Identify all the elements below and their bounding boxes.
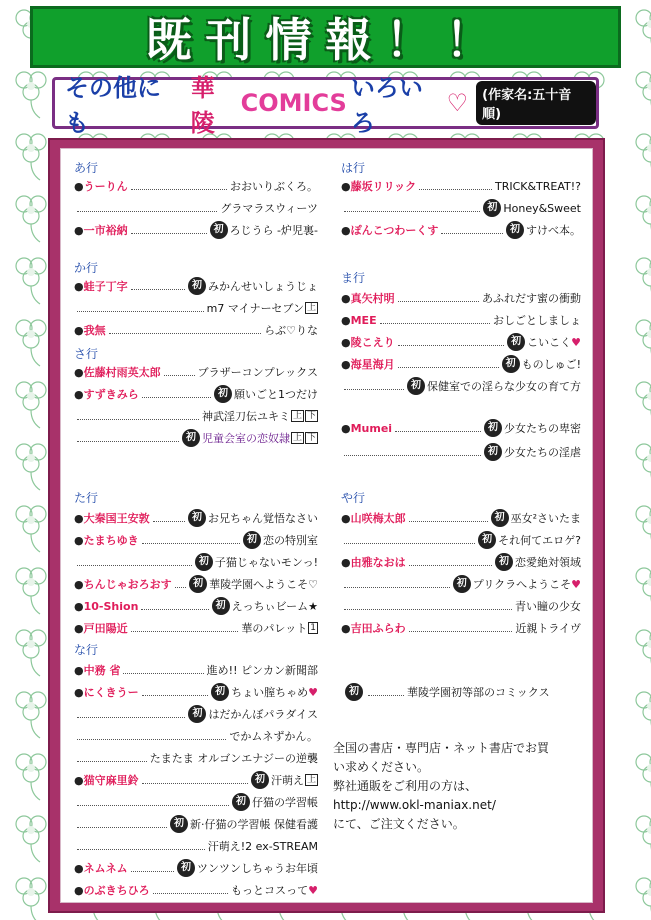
- header-banner: [30, 6, 621, 68]
- page-title: 既刊情報！！: [145, 13, 506, 67]
- list-item: ● MEE おしごとしましょ: [341, 313, 581, 327]
- list-item: [341, 377, 581, 395]
- list-item: ● 我無 らぶ♡りな: [74, 323, 318, 337]
- subtitle-part-1: その他にも: [65, 74, 161, 137]
- author-name: すずきみら: [83, 388, 139, 401]
- note-line: 全国の書店・専門店・ネット書店でお買: [333, 741, 550, 755]
- author-name: たまちゆき: [83, 534, 139, 547]
- list-item: ● ぽんこつわーくす 初 すけべ本。: [341, 221, 581, 239]
- list-item: [74, 793, 318, 811]
- list-item: ● 藤坂リリック TRICK&TREAT!?: [341, 179, 581, 193]
- section-heading-ka: か行: [74, 261, 99, 275]
- heart-icon: ♥: [571, 335, 581, 349]
- list-item: [341, 199, 581, 217]
- section-heading-ma: ま行: [341, 271, 366, 285]
- debut-mark-icon: 初: [491, 509, 509, 527]
- section-heading-a: あ行: [74, 161, 99, 175]
- author-name: ネムネム: [83, 862, 128, 875]
- legend-text: 華陵学園初等部のコミックス: [407, 686, 550, 699]
- book-title: でかムネずかん。: [229, 730, 318, 743]
- list-item: [74, 299, 318, 317]
- author-name: 真矢村明: [350, 292, 395, 305]
- section-heading-na: な行: [74, 643, 99, 657]
- list-item: [74, 705, 318, 723]
- note-line: 弊社通販をご利用の方は、: [333, 779, 478, 793]
- book-title: 少女たちの卑密: [504, 422, 581, 435]
- volume-badge: 上: [292, 411, 302, 421]
- author-name: 我無: [83, 324, 106, 337]
- author-name: 由雅なおは: [350, 556, 406, 569]
- list-item: [341, 575, 581, 593]
- debut-mark-icon: 初: [251, 771, 269, 789]
- list-item: ● 海星海月 初 ものしゅご!: [341, 355, 581, 373]
- debut-mark-icon: 初: [195, 553, 213, 571]
- heart-icon: ♥: [308, 685, 318, 699]
- debut-mark-icon: 初: [188, 705, 206, 723]
- debut-mark-icon: 初: [188, 509, 206, 527]
- list-item: ● うーりん おおいりぶくろ。: [74, 179, 318, 193]
- purchase-note: [333, 739, 583, 834]
- book-title: みかんせいしょうじょ: [208, 280, 318, 293]
- list-item: [341, 597, 581, 615]
- list-item: [74, 553, 318, 571]
- book-title: m7 マイナーセブン: [206, 302, 304, 315]
- author-name: 吉田ふらわ: [350, 622, 406, 635]
- author-name: にくきうー: [83, 686, 139, 699]
- book-title: グラマラスウィーツ: [220, 202, 318, 215]
- book-title: それ何てエロゲ?: [498, 534, 581, 547]
- section-heading-ya: や行: [341, 491, 366, 505]
- book-title: ブラザーコンプレックス: [197, 366, 318, 379]
- author-name: 中務 省: [83, 664, 121, 677]
- author-name: 山咲梅太郎: [350, 512, 406, 525]
- author-name: Mumei: [350, 421, 393, 435]
- section-heading-sa: さ行: [74, 347, 99, 361]
- book-title: ちょい膣ちゃめ: [231, 686, 309, 699]
- list-item: ● 真矢村明 あふれだす蜜の衝動: [341, 291, 581, 305]
- debut-mark-icon: 初: [507, 333, 525, 351]
- debut-mark-icon: 初: [182, 429, 200, 447]
- volume-badge: 下: [306, 411, 316, 421]
- subtitle-part-2: 華陵: [190, 74, 215, 137]
- book-title: 華のパレット: [241, 622, 308, 635]
- author-name: 佐藤村雨英太郎: [83, 366, 161, 379]
- author-name: ぽんこつわーくす: [350, 224, 439, 237]
- book-title: 子猫じゃないモンっ!: [214, 556, 318, 569]
- book-title: 近親トライヴ: [515, 622, 581, 635]
- list-item: ● 大秦国王安敦 初 お兄ちゃん覚悟なさい: [74, 509, 318, 527]
- mark-legend: [345, 683, 585, 701]
- catalog-frame: [48, 138, 605, 913]
- heart-icon: ♥: [571, 577, 581, 591]
- book-title: えっちぃビーム★: [231, 600, 318, 613]
- list-item: ● のぶきちひろ もっとコスって ♥: [74, 883, 318, 897]
- book-title: こいこく: [527, 336, 572, 349]
- book-title: 保健室での淫らな少女の育て方: [427, 380, 581, 393]
- book-title: 汗萌え!2 ex-STREAM: [207, 840, 318, 853]
- author-name: ちんじゃおろおす: [83, 578, 172, 591]
- list-item: ● 山咲梅太郎 初 巫女²さいたま: [341, 509, 581, 527]
- book-title: あふれだす蜜の衝動: [482, 292, 581, 305]
- book-title: おしごとしましょ: [493, 314, 581, 327]
- list-item: ● 由雅なおは 初 恋愛絶対領域: [341, 553, 581, 571]
- book-title: TRICK&TREAT!?: [494, 179, 581, 193]
- book-title: すけべ本。: [526, 224, 581, 237]
- book-title: もっとコスって: [231, 884, 309, 897]
- section-heading-ta: た行: [74, 491, 99, 505]
- book-title: 青い瞳の少女: [515, 600, 581, 613]
- author-name: 海星海月: [350, 358, 395, 371]
- book-title: ツンツンしちゃうお年頃: [197, 862, 318, 875]
- book-title: お兄ちゃん覚悟なさい: [208, 512, 318, 525]
- catalog-panel: [60, 148, 593, 903]
- list-item: ● Mumei 初 少女たちの卑密: [341, 419, 581, 437]
- list-item: ● 陵こえり 初 こいこく ♥: [341, 333, 581, 351]
- debut-mark-icon: 初: [189, 575, 207, 593]
- book-title: Honey&Sweet: [503, 201, 581, 215]
- book-title: 神武淫刀伝ユキミ: [201, 410, 290, 423]
- subtitle-sort-note: (作家名:五十音順): [476, 81, 596, 125]
- debut-mark-icon: 初: [495, 553, 513, 571]
- volume-badge: 下: [306, 433, 316, 443]
- list-item: [341, 531, 581, 549]
- subtitle-box: [52, 74, 599, 137]
- book-title: 汗萌え: [270, 774, 304, 787]
- shop-url-link[interactable]: http://www.okl-maniax.net/: [333, 798, 496, 812]
- book-title: ものしゅご!: [521, 358, 581, 371]
- book-title: 恋愛絶対領域: [515, 556, 581, 569]
- debut-mark-icon: 初: [188, 277, 206, 295]
- book-title: 進め!! ピンカン新聞部: [206, 664, 318, 677]
- book-title: 巫女²さいたま: [510, 512, 581, 525]
- debut-mark-icon: 初: [177, 859, 195, 877]
- volume-badge: 上: [306, 775, 316, 785]
- volume-badge: 上: [292, 433, 302, 443]
- debut-mark-icon: 初: [453, 575, 471, 593]
- debut-mark-icon: 初: [214, 385, 232, 403]
- debut-mark-icon: 初: [170, 815, 188, 833]
- author-name: 10-Shion: [83, 599, 139, 613]
- book-title: 仔猫の学習帳: [252, 796, 318, 809]
- book-title: おおいりぶくろ。: [230, 180, 318, 193]
- book-title: らぶ♡りな: [264, 324, 318, 337]
- book-title: 恋の特別室: [263, 534, 318, 547]
- list-item: ● 蛙子丁字 初 みかんせいしょうじょ: [74, 277, 318, 295]
- debut-mark-icon: 初: [243, 531, 261, 549]
- author-name: 猫守麻里鈴: [83, 774, 139, 787]
- subtitle-part-4: いろいろ: [350, 74, 423, 137]
- list-item: [74, 199, 318, 217]
- list-item: ● ちんじゃおろおす 初 華陵学園へようこそ♡: [74, 575, 318, 593]
- list-item: ● 吉田ふらわ 近親トライヴ: [341, 621, 581, 635]
- book-title: 少女たちの淫虐: [504, 446, 581, 459]
- list-item: ● たまちゆき 初 恋の特別室: [74, 531, 318, 549]
- volume-badge: 1: [310, 623, 316, 633]
- book-title: 新·仔猫の学習帳 保健看護: [190, 818, 318, 831]
- debut-mark-icon: 初: [407, 377, 425, 395]
- heart-icon: ♡: [446, 89, 469, 117]
- list-item: ● 佐藤村雨英太郎 ブラザーコンプレックス: [74, 365, 318, 379]
- list-item: ● 中務 省 進め!! ピンカン新聞部: [74, 663, 318, 677]
- list-item: [74, 749, 318, 767]
- debut-mark-icon: 初: [484, 443, 502, 461]
- debut-mark-icon: 初: [211, 683, 229, 701]
- list-item: ● 猫守麻里鈴 初 汗萌え 上: [74, 771, 318, 789]
- list-item: [74, 837, 318, 855]
- author-name: うーりん: [83, 180, 128, 193]
- list-item: [74, 815, 318, 833]
- list-item: ● 戸田陽近 華のパレット 1: [74, 621, 316, 635]
- debut-mark-icon: 初: [212, 597, 230, 615]
- debut-mark-icon: 初: [232, 793, 250, 811]
- list-item: ● ネムネム 初 ツンツンしちゃうお年頃: [74, 859, 318, 877]
- book-title: プリクラへようこそ: [472, 578, 572, 591]
- book-title: はだかんぼパラダイス: [208, 708, 318, 721]
- author-name: 大秦国王安敦: [83, 512, 150, 525]
- list-item: [74, 429, 318, 447]
- list-item: [74, 407, 318, 425]
- list-item: ● すずきみら 初 願いごと1つだけ: [74, 385, 318, 403]
- author-name: のぶきちひろ: [83, 884, 150, 897]
- section-heading-ha: は行: [341, 161, 366, 175]
- debut-mark-icon: 初: [210, 221, 228, 239]
- debut-mark-icon: 初: [506, 221, 524, 239]
- debut-mark-icon: 初: [483, 199, 501, 217]
- author-name: 蛙子丁字: [83, 280, 128, 293]
- book-title: たまたま オルゴンエナジーの逆襲: [149, 752, 318, 765]
- author-name: 藤坂リリック: [350, 180, 417, 193]
- volume-badge: 上: [306, 303, 316, 313]
- author-name: 戸田陽近: [83, 622, 128, 635]
- list-item: [341, 443, 581, 461]
- list-item: ● 10-Shion 初 えっちぃビーム★: [74, 597, 318, 615]
- book-title: 願いごと1つだけ: [234, 388, 318, 401]
- book-title: 児童会室の恋奴隷: [201, 432, 290, 445]
- debut-mark-icon: 初: [345, 683, 363, 701]
- debut-mark-icon: 初: [484, 419, 502, 437]
- author-name: 陵こえり: [350, 336, 395, 349]
- book-title: 華陵学園へようこそ♡: [209, 578, 318, 591]
- list-item: ● 一市裕納 初 ろじうら -炉児裏-: [74, 221, 318, 239]
- list-item: [74, 727, 318, 745]
- note-line: い求めください。: [333, 760, 430, 774]
- author-name: MEE: [350, 313, 377, 327]
- heart-icon: ♥: [308, 883, 318, 897]
- debut-mark-icon: 初: [502, 355, 520, 373]
- book-title: ろじうら -炉児裏-: [229, 224, 318, 237]
- debut-mark-icon: 初: [478, 531, 496, 549]
- list-item: ● にくきうー 初 ちょい膣ちゃめ ♥: [74, 683, 318, 701]
- subtitle-part-3: COMICS: [240, 89, 347, 117]
- note-line: にて、ご注文ください。: [333, 817, 465, 831]
- author-name: 一市裕納: [83, 224, 128, 237]
